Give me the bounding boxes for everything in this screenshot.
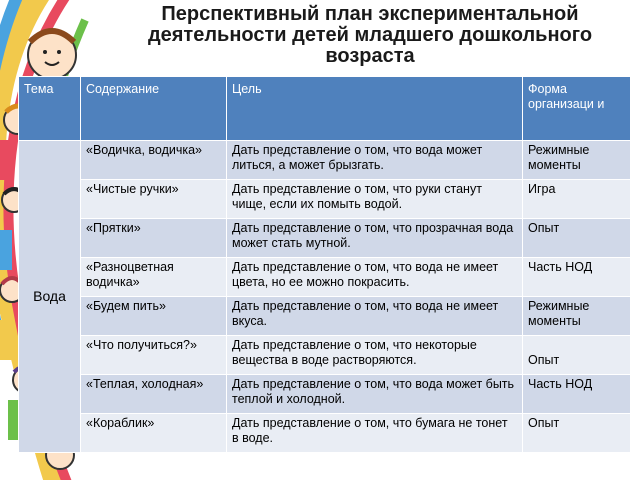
goal-cell: Дать представление о том, что руки станут чище, если их помыть водой. xyxy=(227,180,523,219)
goal-cell: Дать представление о том, что вода не имеет цвета, но ее можно покрасить. xyxy=(227,258,523,297)
content-cell: «Что получиться?» xyxy=(81,336,227,375)
header-content: Содержание xyxy=(81,77,227,141)
goal-cell: Дать представление о том, что вода может литься, а может брызгать. xyxy=(227,141,523,180)
content-cell: «Будем пить» xyxy=(81,297,227,336)
form-cell: Игра xyxy=(523,180,631,219)
content-cell: «Теплая, холодная» xyxy=(81,375,227,414)
content-cell: «Кораблик» xyxy=(81,414,227,453)
goal-cell: Дать представление о том, что вода может быть теплой и холодной. xyxy=(227,375,523,414)
page-title xyxy=(100,4,640,67)
form-cell: Часть НОД xyxy=(523,258,631,297)
experiment-plan-table xyxy=(18,76,631,453)
content-cell: «Водичка, водичка» xyxy=(81,141,227,180)
content-cell: «Прятки» xyxy=(81,219,227,258)
goal-cell: Дать представление о том, что некоторые вещества в воде растворяются. xyxy=(227,336,523,375)
header-goal: Цель xyxy=(227,77,523,141)
form-cell: Опыт xyxy=(523,414,631,453)
form-cell-text: Опыт xyxy=(528,353,560,367)
content-cell: «Разноцветная водичка» xyxy=(81,258,227,297)
form-cell: Режимные моменты xyxy=(523,141,631,180)
title-line-2: деятельности детей младшего дошкольного xyxy=(147,24,593,46)
header-form: Форма организаци и xyxy=(523,77,631,141)
table-row xyxy=(19,375,631,414)
table-row xyxy=(19,219,631,258)
table-row xyxy=(19,141,631,180)
goal-cell: Дать представление о том, что прозрачная вода может стать мутной. xyxy=(227,219,523,258)
title-line-3: возраста xyxy=(325,45,415,67)
content-cell: «Чистые ручки» xyxy=(81,180,227,219)
goal-cell: Дать представление о том, что бумага не тонет в воде. xyxy=(227,414,523,453)
form-cell: Опыт xyxy=(523,219,631,258)
table-row xyxy=(19,336,631,375)
table-row xyxy=(19,297,631,336)
goal-cell: Дать представление о том, что вода не имеет вкуса. xyxy=(227,297,523,336)
theme-cell: Вода xyxy=(19,141,81,453)
form-cell: Режимные моменты xyxy=(523,297,631,336)
form-cell xyxy=(523,336,631,375)
table-row xyxy=(19,414,631,453)
table-header-row xyxy=(19,77,631,141)
table-row xyxy=(19,180,631,219)
title-line-1: Перспективный план экспериментальной xyxy=(161,3,579,25)
table-row xyxy=(19,258,631,297)
header-theme: Тема xyxy=(19,77,81,141)
form-cell: Часть НОД xyxy=(523,375,631,414)
